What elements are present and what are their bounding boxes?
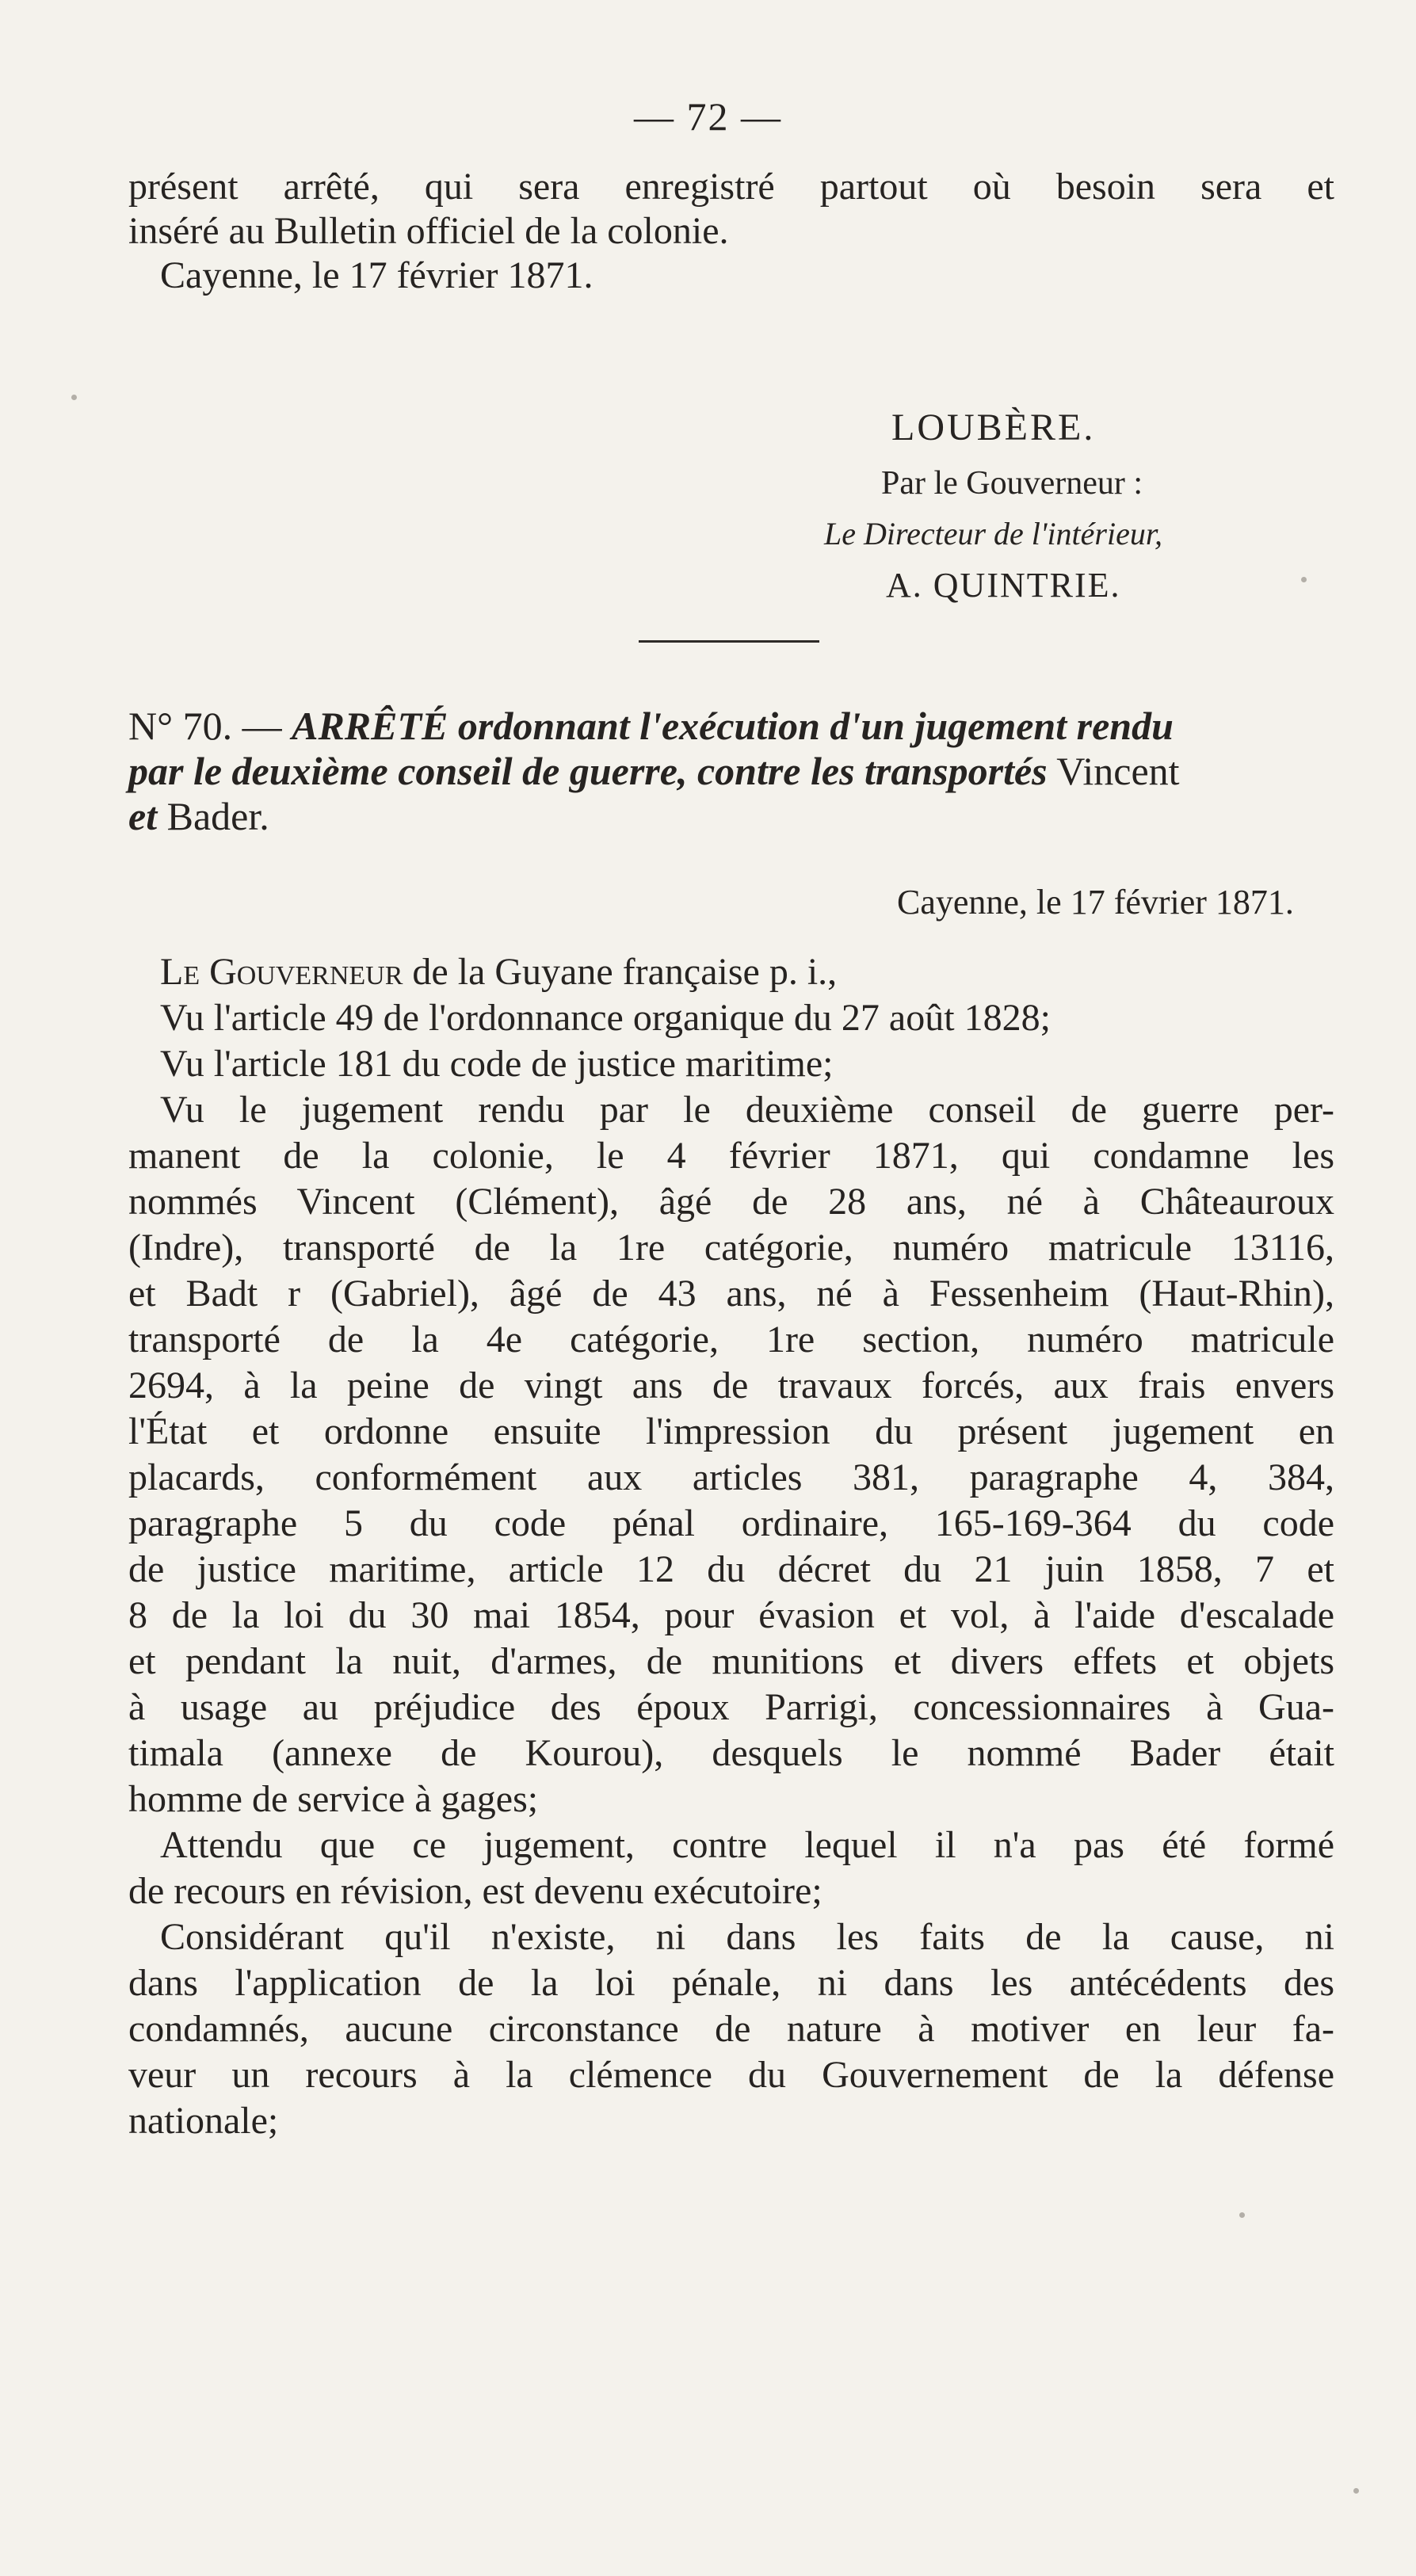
body-line: Vu l'article 49 de l'ordonnance organique du 27 août 1828; — [160, 997, 1051, 1039]
intro-place-date: Cayenne, le 17 février 1871. — [160, 254, 593, 296]
decree-heading-line-2 — [128, 749, 1334, 794]
intro-line: inséré au Bulletin officiel de la colonie. — [128, 210, 729, 252]
body-line: homme de service à gages; — [128, 1778, 539, 1820]
decree-name-vincent: Vincent — [1056, 749, 1180, 793]
body-line: Considérant qu'il n'existe, ni dans les faits de la cause, ni — [160, 1916, 1334, 1958]
section-divider — [639, 640, 819, 643]
decree-date: Cayenne, le 17 février 1871. — [897, 883, 1294, 922]
decree-heading-line-3 — [128, 794, 1334, 839]
body-line: Vu l'article 181 du code de justice maritime; — [160, 1043, 834, 1085]
body-line: paragraphe 5 du code pénal ordinaire, 165-169-364 du code — [128, 1502, 1334, 1544]
signature-director: Le Directeur de l'intérieur, — [824, 516, 1162, 551]
signature-by-governor: Par le Gouverneur : — [881, 465, 1143, 502]
decree-name-bader: Bader. — [166, 794, 269, 838]
decree-conjunction: et — [128, 794, 158, 838]
body-line: (Indre), transporté de la 1re catégorie, numéro matricule 13116, — [128, 1227, 1334, 1269]
intro-line: présent arrêté, qui sera enregistré partout où besoin sera et — [128, 166, 1334, 208]
body-line: l'État et ordonne ensuite l'impression du présent jugement en — [128, 1410, 1334, 1452]
body-line: 2694, à la peine de vingt ans de travaux forcés, aux frais envers — [128, 1364, 1334, 1406]
body-line: de recours en révision, est devenu exécutoire; — [128, 1870, 823, 1912]
decree-number: N° 70. — — [128, 704, 282, 748]
decree-title: ARRÊTÉ ordonnant l'exécution d'un jugement rendu — [292, 704, 1174, 748]
body-line: de justice maritime, article 12 du décret du 21 juin 1858, 7 et — [128, 1548, 1334, 1590]
body-line: dans l'application de la loi pénale, ni dans les antécédents des — [128, 1962, 1334, 2004]
body-line: manent de la colonie, le 4 février 1871, qui condamne les — [128, 1135, 1334, 1177]
body-line: et pendant la nuit, d'armes, de munitions et divers effets et objets — [128, 1640, 1334, 1682]
body-line: timala (annexe de Kourou), desquels le nommé Bader était — [128, 1732, 1334, 1774]
decree-heading — [128, 704, 1334, 839]
print-speck — [71, 395, 77, 400]
decree-body — [128, 949, 1334, 2144]
print-speck — [1353, 2488, 1359, 2494]
print-speck — [1301, 577, 1307, 582]
body-line: Attendu que ce jugement, contre lequel il n'a pas été formé — [160, 1824, 1334, 1866]
print-speck — [1239, 2212, 1245, 2218]
body-line: placards, conformément aux articles 381, paragraphe 4, 384, — [128, 1456, 1334, 1498]
governor-line-rest: de la Guyane française p. i., — [412, 951, 838, 993]
body-line: et Badt r (Gabriel), âgé de 43 ans, né à Fessenheim (Haut-Rhin), — [128, 1273, 1334, 1315]
signature-initials: A. QUINTRIE. — [886, 566, 1121, 605]
body-line: 8 de la loi du 30 mai 1854, pour évasion et vol, à l'aide d'escalade — [128, 1594, 1334, 1636]
governor-line — [128, 949, 1334, 995]
body-line: Vu le jugement rendu par le deuxième conseil de guerre per- — [160, 1089, 1334, 1131]
intro-paragraph — [128, 165, 1334, 298]
page-number: — 72 — — [634, 94, 782, 139]
body-line: transporté de la 4e catégorie, 1re section, numéro matricule — [128, 1319, 1334, 1361]
body-line: à usage au préjudice des époux Parrigi, concessionnaires à Gua- — [128, 1686, 1334, 1728]
decree-title-continued: par le deuxième conseil de guerre, contre les transportés — [128, 749, 1048, 793]
body-line: nationale; — [128, 2100, 279, 2142]
body-line: condamnés, aucune circonstance de nature à motiver en leur fa- — [128, 2008, 1334, 2050]
body-line: nommés Vincent (Clément), âgé de 28 ans, né à Châteauroux — [128, 1181, 1334, 1223]
governor-title: Le Gouverneur — [160, 951, 403, 993]
body-line: veur un recours à la clémence du Gouvernement de la défense — [128, 2054, 1334, 2096]
signature-name: LOUBÈRE. — [891, 406, 1096, 448]
decree-heading-line-1 — [128, 704, 1334, 749]
